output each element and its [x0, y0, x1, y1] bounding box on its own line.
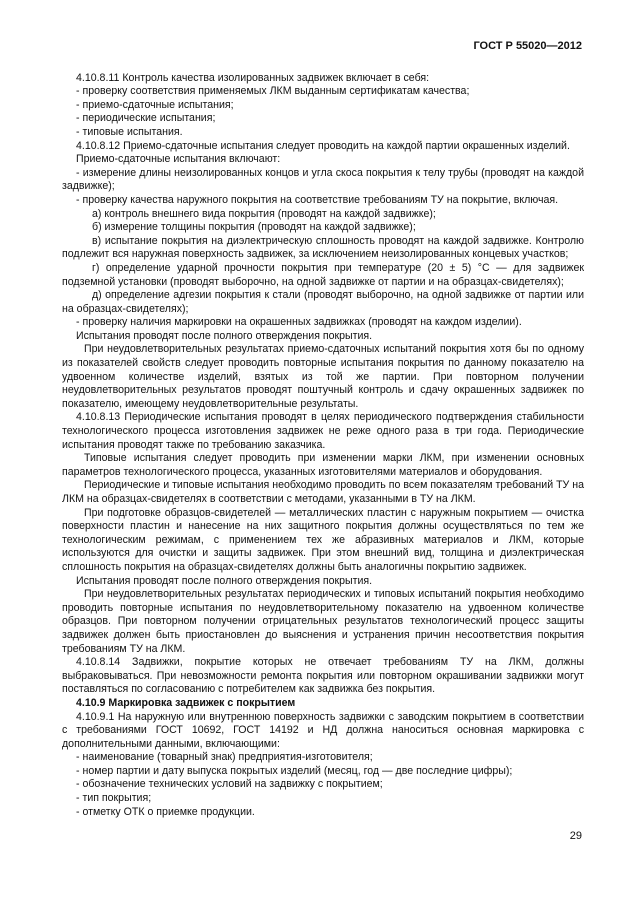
list-item: - отметку ОТК о приемке продукции.: [76, 805, 255, 818]
sub-item-d: г) определение ударной прочности покрытия при температуре (20 ± 5) °С — для задвижек подземной установки (проводят выборочно, на одной задвижке от партии и на образцах-свидетелях);: [62, 261, 584, 288]
document-id-header: ГОСТ Р 55020—2012: [473, 40, 582, 52]
clause-4-10-8-14: 4.10.8.14 Задвижки, покрытие которых не отвечает требованиям ТУ на ЛКМ, должны выбраковываться. При невозможности ремонта покрытия или повторном окрашивании задвижки могут поставляться по согласованию с потребителем как задвижка без покрытия.: [62, 656, 584, 696]
document-body: [62, 72, 584, 820]
list-item: - наименование (товарный знак) предприятия-изготовителя;: [76, 751, 373, 764]
paragraph: Периодические и типовые испытания необходимо проводить по всем показателям требований ТУ на ЛКМ на образцах-свидетелях в соответствии с методами, указанными в ТУ на ЛКМ.: [62, 479, 584, 505]
list-item: - периодические испытания;: [76, 112, 216, 125]
list-item: - тип покрытия;: [76, 792, 152, 805]
paragraph: Приемо-сдаточные испытания включают:: [76, 153, 281, 166]
clause-4-10-8-13: 4.10.8.13 Периодические испытания проводят в целях периодического подтверждения стабильности технологического процесса изготовления задвижек не реже одного раза в три года. Периодические испытания проводят также по требованию заказчика.: [62, 411, 584, 451]
paragraph: Типовые испытания следует проводить при изменении марки ЛКМ, при изменении основных параметров технологического процесса, указанных изготовителями материалов и оборудования.: [62, 452, 584, 478]
list-item: - типовые испытания.: [76, 125, 183, 138]
list-item: - проверку наличия маркировки на окрашенных задвижках (проводят на каждом изделии).: [76, 316, 522, 329]
sub-item-c: в) испытание покрытия на диэлектрическую сплошность проводят на каждой задвижке. Контролю подлежит вся наружная поверхность задвижек, за исключением неизолированных концевых участков;: [62, 234, 584, 261]
paragraph: Испытания проводят после полного отверждения покрытия.: [76, 329, 373, 342]
list-item: - обозначение технических условий на задвижку с покрытием;: [76, 778, 383, 791]
paragraph: При неудовлетворительных результатах приемо-сдаточных испытаний покрытия хотя бы по одному из показателей свойств следует проводить повторные испытания покрытия по данному показателю на удвоенном количестве изделий, взятых из той же партии. При повторном получении неудовлетворительных результатов проводят поштучный контроль и сдачу окрашенных задвижек по показателю, имеющему неудовлетворительные результаты.: [62, 343, 584, 410]
paragraph: Испытания проводят после полного отверждения покрытия.: [76, 574, 373, 587]
list-item: - проверку соответствия применяемых ЛКМ выданным сертификатам качества;: [76, 85, 470, 98]
clause-4-10-8-11: 4.10.8.11 Контроль качества изолированных задвижек включает в себя:: [76, 71, 430, 84]
paragraph: При подготовке образцов-свидетелей — металлических пластин с наружным покрытием — очистка поверхности пластин и нанесение на них защитного покрытия должны осуществляться по тем же технологическим режимам, с применением тех же абразивных материалов и ЛКМ, которые используются для очистки и защиты задвижек. При этом внешний вид, толщина и диэлектрическая сплошность покрытия на образцах-свидетелях должны быть аналогичны покрытию задвижек.: [62, 506, 584, 573]
page-number: 29: [569, 830, 582, 842]
paragraph: При неудовлетворительных результатах периодических и типовых испытаний покрытия необходимо проводить повторные испытания по неудовлетворительному показателю на удвоенном количестве образцов. При повторном получении отрицательных результатов технологический процесс защиты задвижек должен быть приостановлен до выяснения и устранения причин несоответствия покрытия требованиям ТУ на ЛКМ.: [62, 588, 584, 655]
list-item: - проверку качества наружного покрытия на соответствие требованиям ТУ на покрытие, включая.: [76, 193, 559, 206]
list-item: - приемо-сдаточные испытания;: [76, 98, 234, 111]
section-heading-4-10-9: 4.10.9 Маркировка задвижек с покрытием: [76, 696, 296, 709]
sub-item-e: д) определение адгезии покрытия к стали (проводят выборочно, на одной задвижке от партии или на образцах-свидетелях);: [62, 289, 584, 315]
list-item: - номер партии и дату выпуска покрытых изделий (месяц, год — две последние цифры);: [76, 764, 513, 777]
list-item: - измерение длины неизолированных концов и угла скоса покрытия к телу трубы (проводят на каждой задвижке);: [62, 166, 584, 193]
clause-4-10-9-1: 4.10.9.1 На наружную или внутреннюю поверхность задвижки с заводским покрытием в соответствии с требованиями ГОСТ 10692, ГОСТ 14192 и НД должна наноситься основная маркировка с дополнительными данными, включающими:: [62, 710, 584, 750]
sub-item-b: б) измерение толщины покрытия (проводят на каждой задвижке);: [92, 221, 416, 234]
sub-item-a: а) контроль внешнего вида покрытия (проводят на каждой задвижке);: [92, 207, 436, 220]
clause-4-10-8-12: 4.10.8.12 Приемо-сдаточные испытания следует проводить на каждой партии окрашенных изделий.: [76, 139, 570, 152]
